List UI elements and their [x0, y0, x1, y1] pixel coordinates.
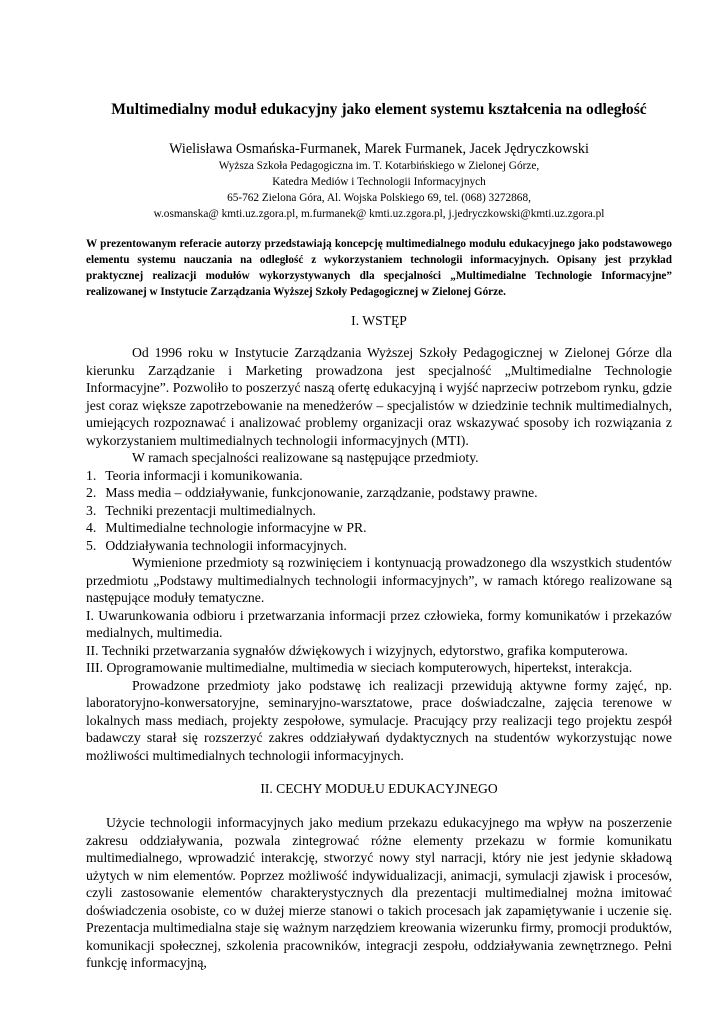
module-item-3: III. Oprogramowanie multimedialne, multimedia w sieciach komputerowych, hipertekst, interakcja.	[86, 660, 633, 675]
section-heading-features: II. CECHY MODUŁU EDUKACYJNEGO	[260, 781, 498, 796]
subject-item-5	[86, 537, 672, 555]
features-paragraph-1: Użycie technologii informacyjnych jako medium przekazu edukacyjnego ma wpływ na poszerzenie zakresu oddziaływania, pozwala zintegrować różne elementy przekazu w formie komunikatu multimedialnego, wprowadzić interakcję, stworzyć nowy styl narracji, który nie jest jedynie składową użytych w nim elementów. Poprzez możliwość indywidualizacji, animacji, symulacji zjawisk i procesów, czyli zastosowanie elementów charakterystycznych dla prezentacji multimedialnej można imitować doświadczenia osobiste, co w dużej mierze stanowi o takich procesach jak zapamiętywanie i uczenie się. Prezentacja multimedialna staje się ważnym narzędziem kreowania wizerunku firmy, promocji produktów, komunikacji społecznej, szkolenia pracowników, integracji zespołu, oddziaływania zewnętrznego. Pełni funkcję informacyjną,	[86, 815, 672, 970]
subject-text: Techniki prezentacji multimedialnych.	[105, 502, 316, 518]
intro-paragraph-2: W ramach specjalności realizowane są następujące przedmioty.	[132, 450, 479, 465]
subject-item-1	[86, 467, 672, 485]
module-item-2: II. Techniki przetwarzania sygnałów dźwiękowych i wizyjnych, edytorstwo, grafika komputerowa.	[86, 642, 628, 658]
affiliation-line-1: Wyższa Szkoła Pedagogiczna im. T. Kotarbińskiego w Zielonej Górze,	[218, 160, 540, 172]
authors-line: Wielisława Osmańska-Furmanek, Marek Furmanek, Jacek Jędryczkowski	[169, 141, 589, 157]
section-heading-intro: I. WSTĘP	[351, 313, 407, 328]
subject-text: Teoria informacji i komunikowania.	[105, 467, 303, 483]
affiliation-line-3: 65-762 Zielona Góra, Al. Wojska Polskiego 69, tel. (068) 3272868,	[227, 192, 531, 204]
intro-paragraph-3: Wymienione przedmioty są rozwinięciem i kontynuacją prowadzonego dla wszystkich studentów przedmiotu „Podstawy multimedialnych technologii informacyjnych”, w ramach którego realizowane są następujące moduły tematyczne.	[86, 555, 672, 605]
paper-title: Multimedialny moduł edukacyjny jako element systemu kształcenia na odległość	[111, 101, 647, 118]
subject-item-2	[86, 484, 672, 502]
subject-item-4	[86, 519, 672, 537]
subject-number: 2.	[86, 485, 97, 500]
subject-text: Multimedialne technologie informacyjne w PR.	[105, 520, 367, 535]
subject-item-3	[86, 502, 672, 520]
paper-page	[86, 100, 672, 972]
subject-number: 5.	[86, 537, 97, 553]
intro-paragraph-1: Od 1996 roku w Instytucie Zarządzania Wyższej Szkoły Pedagogicznej w Zielonej Górze dla kierunku Zarządzanie i Marketing prowadzona jest specjalność „Multimedialne Technologie Informacyjne”. Pozwoliło to poszerzyć naszą ofertę edukacyjną i wyjść naprzeciw potrzebom rynku, gdzie jest coraz większe zapotrzebowanie na menedżerów – specjalistów w dziedzinie technik multimedialnych, umiejących rozpoznawać i analizować problemy organizacji oraz wskazywać sposoby ich rozwiązania z wykorzystaniem multimedialnych technologii informacyjnych (MTI).	[86, 345, 672, 448]
affiliation-emails: w.osmanska@ kmti.uz.zgora.pl, m.furmanek@ kmti.uz.zgora.pl, j.jedryczkowski@kmti.uz.zgora.pl	[153, 208, 605, 220]
subject-number: 1.	[86, 467, 97, 483]
subject-number: 4.	[86, 520, 97, 535]
abstract: W prezentowanym referacie autorzy przedstawiają koncepcję multimedialnego modułu edukacyjnego jako podstawowego elementu systemu nauczania na odległość z wykorzystaniem technologii informacyjnych. Opisany jest przykład praktycznej realizacji modułów wykorzystywanych dla specjalności „Multimedialne Technologie Informacyjne” realizowanej w Instytucie Zarządzania Wyższej Szkoły Pedagogicznej w Zielonej Górze.	[86, 238, 672, 298]
subject-text: Oddziaływania technologii informacyjnych.	[105, 537, 347, 553]
subject-number: 3.	[86, 502, 97, 518]
intro-paragraph-4: Prowadzone przedmioty jako podstawę ich realizacji przewidują aktywne formy zajęć, np. laboratoryjno-konwersatoryjne, seminaryjno-warsztatowe, prace doświadczalne, zajęcia terenowe w lokalnych mass mediach, projekty zespołowe, symulacje. Pracujący przy realizacji tego projektu zespół badawczy starał się rozszerzyć zakres oddziaływań dydaktycznych na studentów wykorzystując nowe możliwości multimedialnych technologii informacyjnych.	[86, 677, 672, 763]
affiliation-line-2: Katedra Mediów i Technologii Informacyjnych	[272, 176, 486, 188]
subject-text: Mass media – oddziaływanie, funkcjonowanie, zarządzanie, podstawy prawne.	[105, 485, 538, 500]
module-item-1: I. Uwarunkowania odbioru i przetwarzania informacji przez człowieka, formy komunikatów i przekazów medialnych, multimedia.	[86, 607, 672, 640]
